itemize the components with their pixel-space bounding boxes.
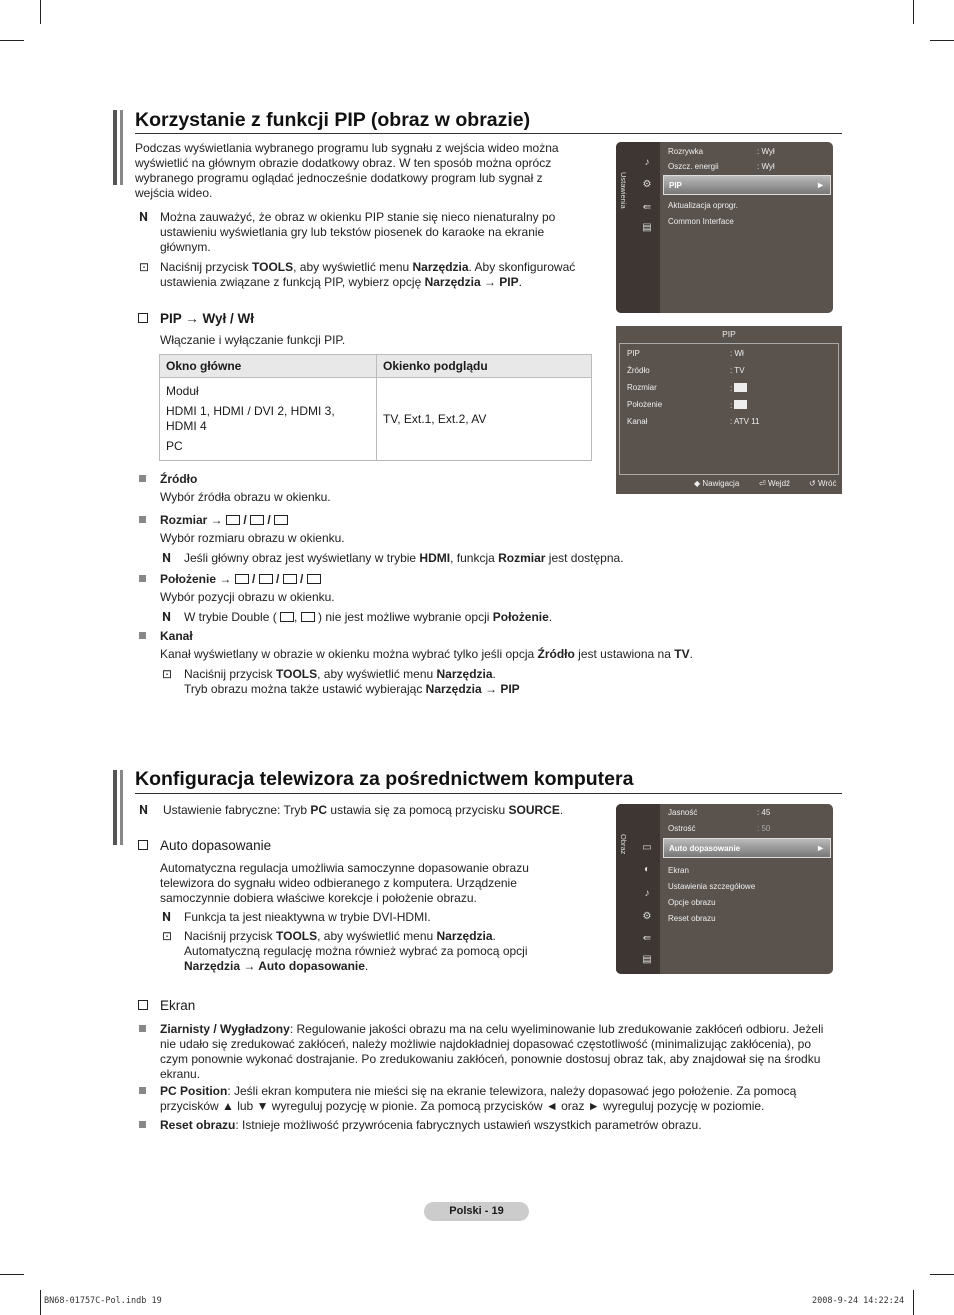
bullet — [139, 1025, 146, 1032]
menu-item-value: : Wył — [757, 162, 775, 171]
app-icon: ▤ — [642, 954, 652, 965]
pip-row-label: Rozmiar — [627, 383, 657, 392]
crop-mark — [40, 1290, 41, 1315]
section-bar — [113, 770, 117, 845]
bullet — [139, 475, 146, 482]
tools-icon: ⊡ — [162, 667, 173, 681]
note-icon: 𝐍 — [139, 210, 149, 224]
pip-row-label: Źródło — [627, 366, 650, 375]
input-icon: ⇚ — [642, 933, 652, 944]
auto-tools: Naciśnij przycisk TOOLS, aby wyświetlić menu Narzędzia. Automatyczną regulację można również wybrać za pomocą opcji Narzędzia → Auto dopasowanie. — [184, 929, 528, 973]
menu-item-value: : Wył — [757, 147, 775, 156]
arrow-right-icon: ► — [816, 180, 825, 190]
note-icon: 𝐍 — [139, 803, 149, 817]
ekran-bullet-2: PC Position: Jeśli ekran komputera nie mieści się na ekranie telewizora, należy dopasować jego położenie. Za pomocą przycisków ▲ lub ▼ wyreguluj pozycję w pionie. Za pomocą przycisków ◄ oraz ► wyreguluj pozycję w poziomie. — [160, 1084, 797, 1113]
menu-item-value: : 45 — [757, 808, 771, 817]
crop-mark — [0, 40, 24, 41]
kanal-label: Kanał — [160, 629, 193, 643]
crop-mark — [0, 1274, 24, 1275]
size-icon — [226, 515, 240, 525]
kanal-desc: Kanał wyświetlany w obrazie w okienku można wybrać tylko jeśli opcja Źródło jest ustawiona na TV. — [160, 647, 693, 661]
app-icon: ▤ — [642, 222, 652, 233]
menu-side-label: Obraz — [619, 834, 628, 855]
pip-menu-panel — [619, 343, 839, 475]
note-text: Można zauważyć, że obraz w okienku PIP stanie się nieco nienaturalny po ustawieniu wyświetlania gry lub tekstów piosenek do karaoke na ekranie głównym. — [160, 210, 556, 254]
menu-item: Ustawienia szczegółowe — [668, 882, 756, 891]
subheading-ekran: Ekran — [138, 998, 195, 1013]
arrow-right-icon: ► — [816, 843, 825, 853]
menu-item-selected: Auto dopasowanie ► — [663, 838, 831, 858]
crop-mark — [40, 0, 41, 24]
menu-item-selected: PIP ► — [663, 175, 831, 195]
table-cell: TV, Ext.1, Ext.2, AV — [377, 378, 592, 461]
bullet — [139, 575, 146, 582]
crop-mark — [930, 1274, 954, 1275]
crop-mark — [930, 40, 954, 41]
checkbox-icon — [138, 1000, 148, 1010]
pip-row-value: : — [730, 383, 747, 393]
return-hint: ↺ Wróć — [809, 479, 837, 488]
sound-icon: ♪ — [644, 157, 650, 168]
section-bar — [113, 110, 117, 185]
menu-item: Rozrywka — [668, 147, 704, 156]
pip-row-value: : TV — [730, 366, 745, 375]
position-icon — [259, 574, 273, 584]
settings-menu-screenshot — [616, 142, 833, 313]
checkbox-icon — [138, 840, 148, 850]
pip-desc: Włączanie i wyłączanie funkcji PIP. — [160, 333, 346, 347]
subheading-pip: PIP → Wył / Wł — [138, 311, 254, 326]
polozenie-desc: Wybór pozycji obrazu w okienku. — [160, 590, 335, 604]
rozmiar-note: Jeśli główny obraz jest wyświetlany w trybie HDMI, funkcja Rozmiar jest dostępna. — [184, 551, 624, 565]
section-bar — [120, 110, 123, 185]
menu-item: Opcje obrazu — [668, 898, 716, 907]
page-number: Polski - 19 — [424, 1202, 529, 1221]
ekran-bullet-3: Reset obrazu: Istnieje możliwość przywrócenia fabrycznych ustawień wszystkich parametrów obrazu. — [160, 1118, 702, 1132]
menu-item: Oszcz. energii — [668, 162, 719, 171]
channel-icon: ♪ — [644, 888, 650, 899]
gear-icon: ⚙ — [642, 179, 652, 190]
pip-row-value: : Wł — [730, 349, 744, 358]
section1-intro: Podczas wyświetlania wybranego programu lub sygnału z wejścia wideo można wyświetlić na głównym obrazie dodatkowy obraz. W ten sposób można oprócz wybranego programu oglądać jednocześnie dodatkowy program lub sygnał z wejścia wideo. — [135, 141, 559, 200]
menu-item: Aktualizacja oprogr. — [668, 201, 738, 210]
pip-row-value: : ATV 11 — [730, 417, 760, 426]
auto-desc: Automatyczna regulacja umożliwia samoczynne dopasowanie obrazu telewizora do sygnału wideo odbieranego z komputera. Urządzenie samoczynnie dobiera właściwe korekcje i położenie obrazu. — [160, 861, 529, 905]
input-icon: ⇚ — [642, 202, 652, 213]
section2-note: Ustawienie fabryczne: Tryb PC ustawia się za pomocą przycisku SOURCE. — [163, 803, 564, 817]
table-header: Okno główne — [160, 355, 377, 378]
print-file: BN68-01757C-Pol.indb 19 — [44, 1296, 162, 1306]
nav-hint: ◆ Nawigacja — [694, 479, 740, 488]
position-icon — [283, 574, 297, 584]
bullet — [139, 516, 146, 523]
section-rule — [135, 793, 842, 794]
picture-menu-screenshot — [616, 804, 833, 974]
bullet — [139, 1121, 146, 1128]
section1-title: Korzystanie z funkcji PIP (obraz w obrazie) — [135, 109, 531, 131]
gear-icon: ⚙ — [642, 911, 652, 922]
tools-icon: ⊡ — [139, 260, 150, 274]
note-icon: 𝐍 — [162, 610, 172, 624]
tools-note: Naciśnij przycisk TOOLS, aby wyświetlić menu Narzędzia. Aby skonfigurować ustawienia związane z funkcją PIP, wybierz opcję Narzędzia → PIP. — [160, 260, 576, 289]
print-date: 2008-9-24 14:22:24 — [812, 1296, 905, 1306]
enter-hint: ⏎ Wejdź — [759, 479, 791, 488]
pip-row-label: PIP — [627, 349, 640, 358]
pip-menu-screenshot — [616, 326, 842, 494]
zrodlo-label: Źródło — [160, 472, 198, 486]
double-mode-icon — [301, 612, 315, 622]
size-icon — [274, 515, 288, 525]
bullet — [139, 1087, 146, 1094]
table-header: Okienko podglądu — [377, 355, 592, 378]
menu-item: Ostrość — [668, 824, 696, 833]
section-bar — [120, 770, 123, 845]
position-icon — [307, 574, 321, 584]
menu-item-value: : 50 — [757, 824, 771, 833]
menu-item: Common Interface — [668, 217, 734, 226]
bullet — [139, 632, 146, 639]
kanal-tools: Naciśnij przycisk TOOLS, aby wyświetlić menu Narzędzia. Tryb obrazu można także ustawić wybierając Narzędzia → PIP — [184, 667, 520, 696]
menu-side-label: Ustawienia — [619, 172, 628, 209]
section2-title: Konfiguracja telewizora za pośrednictwem komputera — [135, 768, 634, 790]
polozenie-label: Położenie → / / / — [160, 572, 321, 587]
rozmiar-label: Rozmiar → / / — [160, 513, 288, 528]
pip-row-value: : — [730, 400, 747, 410]
polozenie-note: W trybie Double ( , ) nie jest możliwe wybranie opcji Położenie. — [184, 610, 553, 624]
pip-menu-title: PIP — [722, 329, 736, 339]
picture-icon: ▭ — [642, 842, 652, 853]
zrodlo-desc: Wybór źródła obrazu w okienku. — [160, 490, 331, 504]
pip-row-label: Położenie — [627, 400, 663, 409]
subheading-auto: Auto dopasowanie — [138, 838, 271, 853]
note-icon: 𝐍 — [162, 551, 172, 565]
size-icon — [250, 515, 264, 525]
auto-note: Funkcja ta jest nieaktywna w trybie DVI-HDMI. — [184, 910, 431, 924]
note-icon: 𝐍 — [162, 910, 172, 924]
crop-mark — [913, 0, 914, 24]
menu-item: Jasność — [668, 808, 698, 817]
rozmiar-desc: Wybór rozmiaru obrazu w okienku. — [160, 531, 345, 545]
pip-row-label: Kanał — [627, 417, 648, 426]
position-icon — [235, 574, 249, 584]
section-rule — [135, 133, 842, 134]
crop-mark — [913, 1290, 914, 1315]
tools-icon: ⊡ — [162, 929, 173, 943]
checkbox-icon — [138, 313, 148, 323]
menu-item: Ekran — [668, 866, 689, 875]
menu-item: Reset obrazu — [668, 914, 716, 923]
sound-icon: ◐ — [643, 864, 651, 875]
double-mode-icon — [280, 612, 294, 622]
source-table — [159, 354, 592, 461]
ekran-bullet-1: Ziarnisty / Wygładzony: Regulowanie jakości obrazu ma na celu wyeliminowanie lub zredukowanie zakłóceń odbioru. Jeżeli nie udało się zredukować zakłóceń, należy możliwie najdokładniej dopasować częstotliwość (minimalizując zakłócenia), po czym ponownie wykonać dostrajanie. Po zredukowaniu zakłóceń, ponownie dostosuj obraz tak, aby znajdował się na środku ekranu. — [160, 1022, 824, 1081]
table-cell: Moduł HDMI 1, HDMI / DVI 2, HDMI 3, HDMI 4 PC — [160, 378, 377, 461]
